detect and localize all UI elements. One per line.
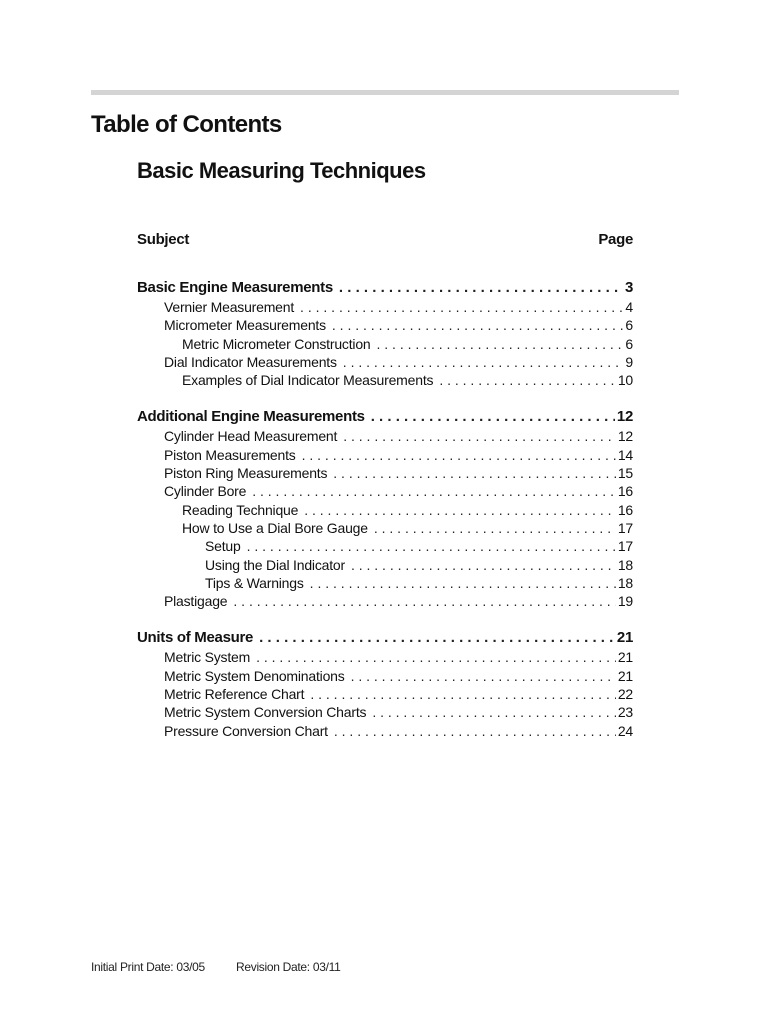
toc-entry-page: 21	[617, 667, 633, 684]
toc-entry-label: Dial Indicator Measurements	[164, 353, 337, 370]
toc-entry[interactable]	[137, 447, 633, 465]
toc-entry-label: Metric System Denominations	[164, 667, 345, 684]
dot-leader	[256, 649, 616, 665]
toc-chapter-entry[interactable]	[137, 408, 633, 428]
toc-chapter-entry[interactable]	[137, 279, 633, 299]
toc-entry[interactable]	[137, 723, 633, 741]
toc-entry-page: 19	[617, 593, 633, 610]
toc-entry-page: 22	[617, 686, 633, 703]
toc-entry-page: 17	[617, 519, 633, 536]
toc-entry[interactable]	[137, 649, 633, 667]
toc-entry[interactable]	[137, 354, 633, 372]
dot-leader	[233, 593, 615, 609]
section-title: Basic Measuring Techniques	[137, 158, 426, 183]
toc-entry-label: Examples of Dial Indicator Measurements	[182, 372, 434, 389]
toc-entry[interactable]	[137, 668, 633, 686]
toc-entry[interactable]	[137, 372, 633, 390]
toc-entry[interactable]	[137, 317, 633, 335]
toc-entry-page: 17	[617, 538, 633, 555]
dot-leader	[351, 557, 616, 573]
toc-entry-label: Pressure Conversion Chart	[164, 722, 328, 739]
toc-entry[interactable]	[137, 557, 633, 575]
revision-date: Revision Date: 03/11	[236, 960, 341, 974]
toc-entry-label: Tips & Warnings	[205, 574, 304, 591]
dot-leader	[351, 668, 616, 684]
dot-leader	[300, 299, 623, 315]
dot-leader	[374, 520, 616, 536]
toc-entry-label: Reading Technique	[182, 501, 299, 518]
table-of-contents	[137, 279, 633, 759]
dot-leader	[372, 704, 616, 720]
dot-leader	[332, 317, 624, 333]
toc-entry-label: Additional Engine Measurements	[137, 408, 365, 426]
toc-entry-label: Cylinder Bore	[164, 483, 247, 500]
dot-leader	[439, 372, 616, 388]
toc-entry-label: Micrometer Measurements	[164, 317, 326, 334]
dot-leader	[310, 575, 616, 591]
toc-entry[interactable]	[137, 538, 633, 556]
toc-entry-page: 3	[624, 279, 633, 296]
toc-group	[137, 408, 633, 611]
toc-entry-label: How to Use a Dial Bore Gauge	[182, 519, 368, 536]
toc-entry-page: 23	[617, 704, 633, 721]
dot-leader	[302, 447, 616, 463]
toc-entry-page: 14	[617, 446, 633, 463]
toc-entry-label: Basic Engine Measurements	[137, 279, 333, 296]
toc-entry-page: 24	[617, 722, 633, 739]
toc-entry-page: 15	[617, 465, 633, 482]
dot-leader	[304, 502, 616, 518]
toc-entry[interactable]	[137, 575, 633, 593]
toc-entry[interactable]	[137, 483, 633, 501]
toc-entry-label: Piston Measurements	[164, 446, 296, 463]
toc-entry-page: 12	[616, 408, 633, 426]
toc-entry-page: 16	[617, 483, 633, 500]
dot-leader	[252, 483, 616, 499]
toc-entry-label: Piston Ring Measurements	[164, 465, 328, 482]
toc-entry-page: 6	[625, 317, 633, 334]
toc-entry-page: 10	[617, 372, 633, 389]
toc-entry-page: 9	[625, 353, 633, 370]
toc-entry-page: 6	[625, 335, 633, 352]
toc-entry-page: 21	[617, 649, 633, 666]
toc-entry-label: Metric System	[164, 649, 251, 666]
toc-entry-label: Cylinder Head Measurement	[164, 428, 338, 445]
page-title: Table of Contents	[91, 111, 282, 138]
toc-entry-page: 12	[617, 428, 633, 445]
page-column-header: Page	[598, 231, 633, 248]
dot-leader	[259, 629, 615, 646]
toc-entry-page: 4	[625, 299, 633, 315]
toc-entry-page: 18	[617, 574, 633, 591]
toc-entry-label: Plastigage	[164, 593, 228, 610]
toc-entry-label: Units of Measure	[137, 629, 254, 647]
dot-leader	[247, 538, 616, 554]
toc-group	[137, 279, 633, 390]
toc-entry-label: Metric Micrometer Construction	[182, 335, 371, 352]
subject-column-header: Subject	[137, 231, 190, 248]
dot-leader	[339, 279, 623, 296]
toc-entry[interactable]	[137, 428, 633, 446]
toc-entry-label: Setup	[205, 538, 241, 555]
toc-entry-label: Metric Reference Chart	[164, 686, 305, 703]
toc-entry[interactable]	[137, 502, 633, 520]
toc-entry[interactable]	[137, 336, 633, 354]
dot-leader	[333, 465, 616, 481]
dot-leader	[343, 428, 616, 444]
toc-entry[interactable]	[137, 593, 633, 611]
dot-leader	[334, 723, 616, 739]
toc-entry[interactable]	[137, 299, 633, 317]
dot-leader	[343, 354, 624, 370]
toc-entry[interactable]	[137, 520, 633, 538]
toc-entry[interactable]	[137, 465, 633, 483]
toc-entry-page: 21	[616, 629, 633, 647]
toc-chapter-entry[interactable]	[137, 629, 633, 649]
toc-entry-label: Using the Dial Indicator	[205, 556, 345, 573]
toc-entry-label: Vernier Measurement	[164, 299, 295, 315]
toc-entry-label: Metric System Conversion Charts	[164, 704, 367, 721]
dot-leader	[371, 408, 615, 425]
top-divider	[91, 90, 679, 95]
toc-entry[interactable]	[137, 704, 633, 722]
toc-entry[interactable]	[137, 686, 633, 704]
toc-entry-page: 16	[617, 501, 633, 518]
toc-entry-page: 18	[617, 556, 633, 573]
dot-leader	[310, 686, 615, 702]
initial-print-date: Initial Print Date: 03/05	[91, 960, 205, 974]
dot-leader	[377, 336, 624, 352]
toc-group	[137, 629, 633, 740]
